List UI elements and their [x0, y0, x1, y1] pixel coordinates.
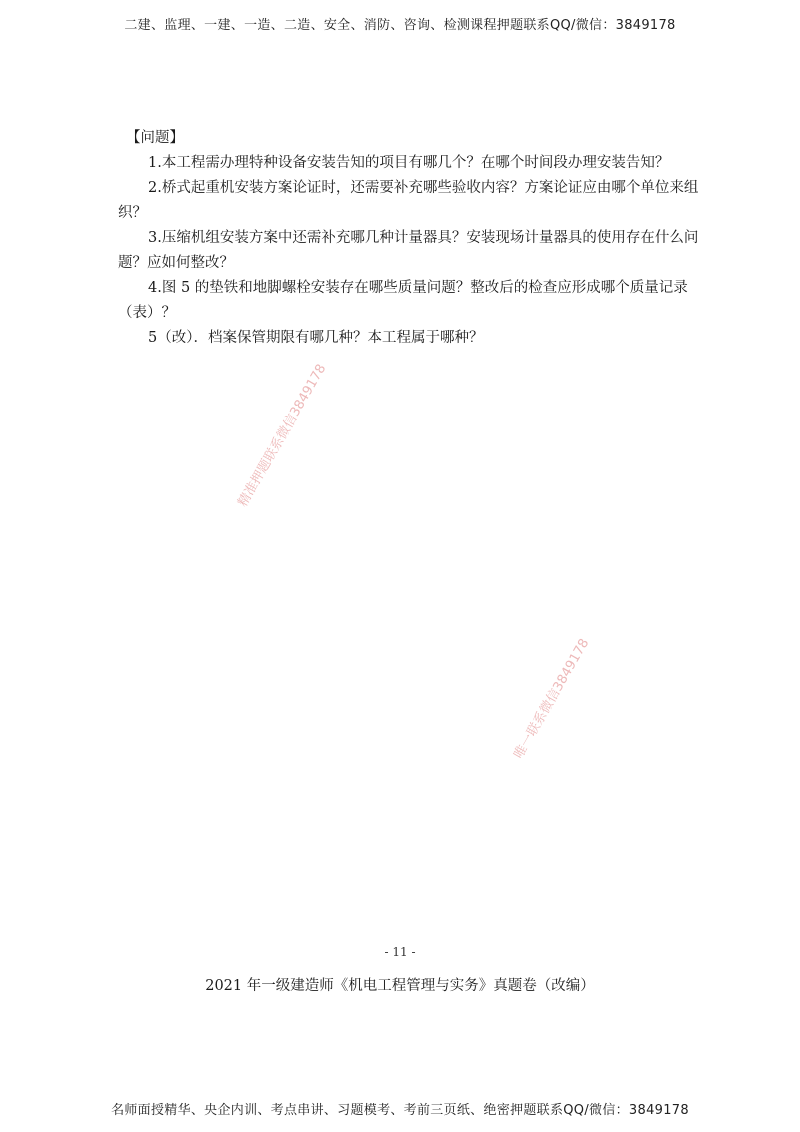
document-title: 2021 年一级建造师《机电工程管理与实务》真题卷（改编） — [205, 978, 595, 994]
question-4: 4.图 5 的垫铁和地脚螺栓安装存在哪些质量问题？整改后的检查应形成哪个质量记录（表）？ — [118, 280, 688, 321]
questions-section — [118, 126, 704, 351]
page-header-banner: 二建、监理、一建、一造、二造、安全、消防、咨询、检测课程押题联系QQ/微信：3849178 — [124, 18, 676, 33]
page-number: - 11 - — [384, 945, 416, 959]
watermark-text: 唯一联系微信3849178 — [511, 636, 593, 762]
question-1: 1.本工程需办理特种设备安装告知的项目有哪几个？在哪个时间段办理安装告知？ — [148, 155, 670, 171]
question-2: 2.桥式起重机安装方案论证时，还需要补充哪些验收内容？方案论证应由哪个单位来组织？ — [118, 180, 699, 221]
page-footer-banner: 名师面授精华、央企内训、考点串讲、习题模考、考前三页纸、绝密押题联系QQ/微信：3849178 — [111, 1103, 689, 1118]
question-3: 3.压缩机组安装方案中还需补充哪几种计量器具？安装现场计量器具的使用存在什么问题？应如何整改？ — [118, 230, 699, 271]
section-heading: 【问题】 — [126, 130, 184, 146]
watermark-text: 精准押题联系微信3849178 — [235, 361, 330, 510]
question-5: 5（改）．档案保管期限有哪几种？本工程属于哪种？ — [148, 330, 484, 346]
